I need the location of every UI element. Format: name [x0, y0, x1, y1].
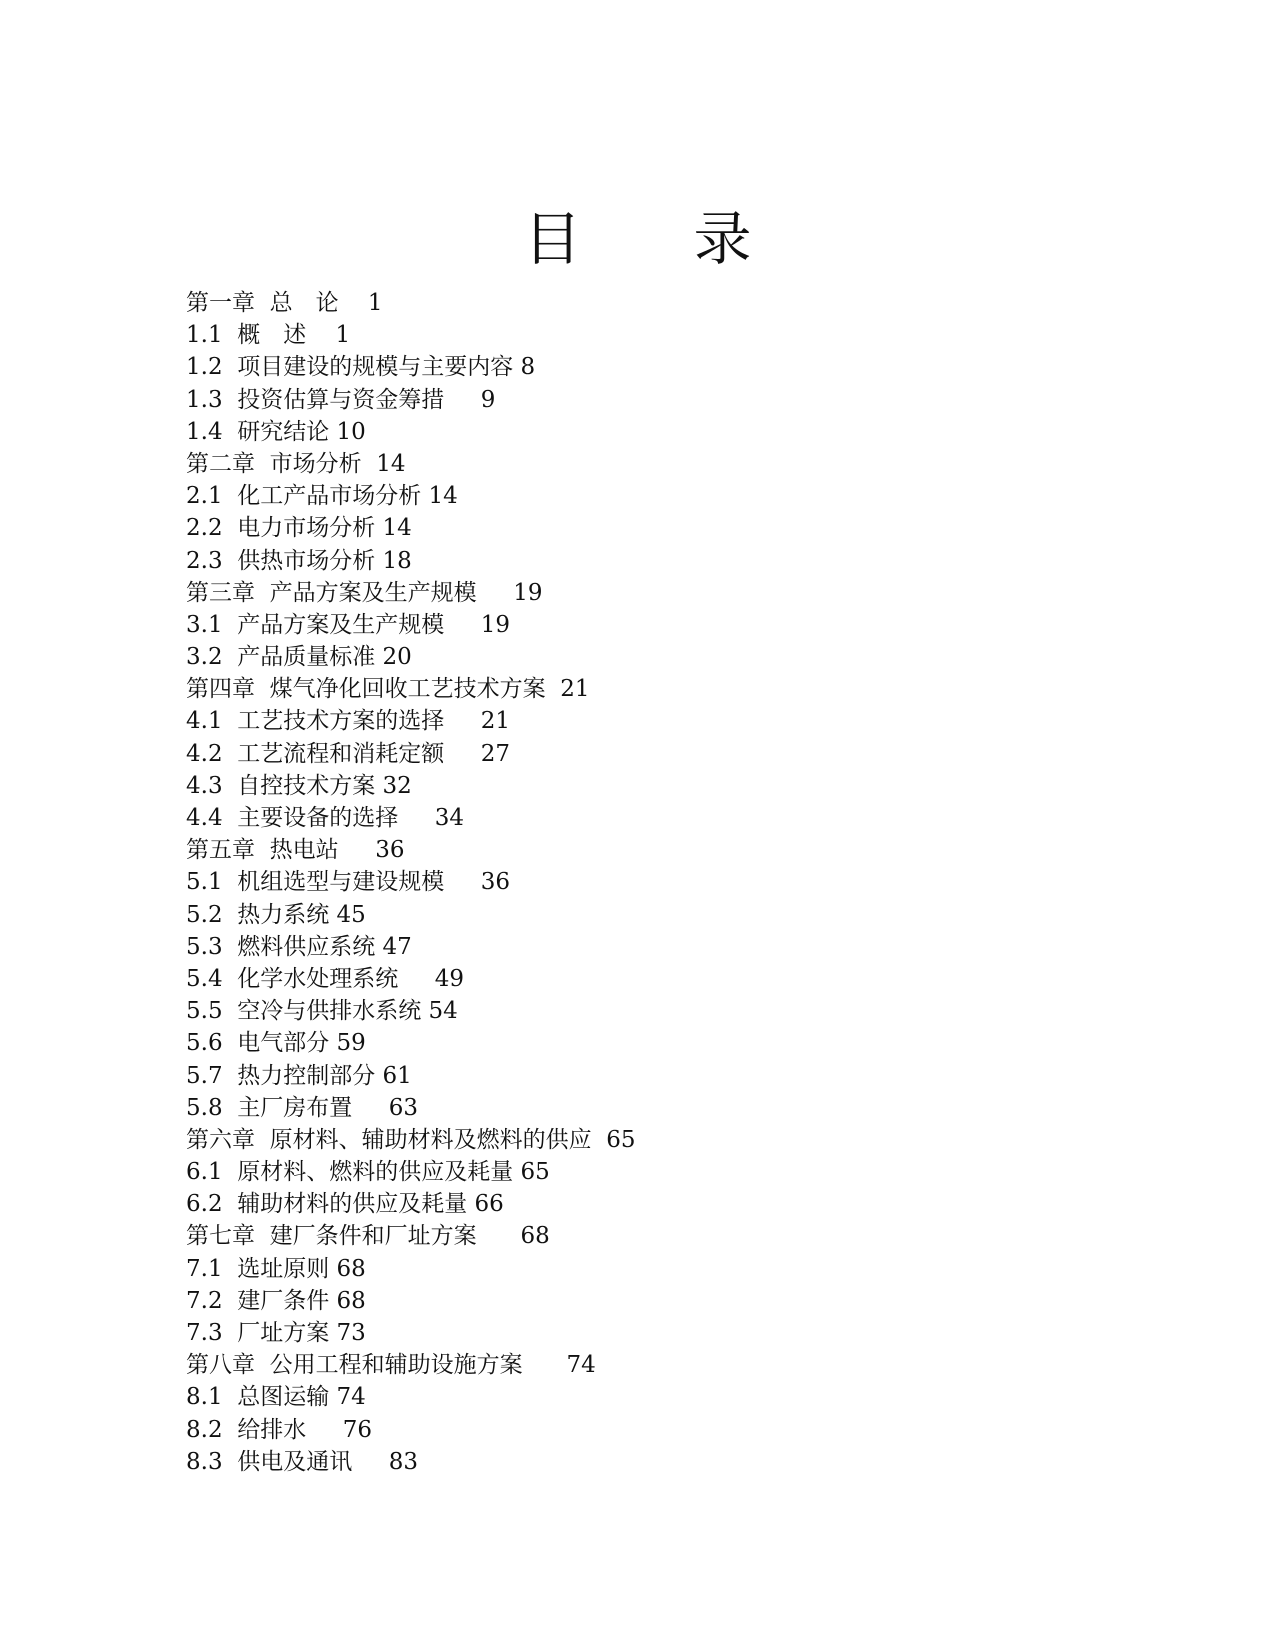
toc-entry-number: 7.3: [186, 1320, 223, 1346]
toc-entry-page: 1: [335, 322, 351, 349]
toc-entry-page: 14: [376, 450, 406, 477]
toc-entry-label: 给排水: [237, 1416, 307, 1443]
toc-entry-number: 4.2: [186, 740, 223, 767]
toc-entry-page: 68: [336, 1255, 366, 1282]
toc-entry[interactable]: [186, 963, 636, 995]
toc-entry-number: 第八章: [186, 1352, 255, 1379]
toc-entry-label: 供热市场分析: [237, 547, 376, 574]
toc-entry-page: 73: [336, 1320, 366, 1346]
toc-list: [186, 287, 636, 1478]
toc-entry-label: 厂址方案: [237, 1320, 330, 1346]
toc-entry-number: 5.2: [186, 901, 223, 928]
toc-entry-number: 6.2: [186, 1191, 223, 1218]
toc-entry[interactable]: [186, 1317, 636, 1349]
toc-entry-label: 煤气净化回收工艺技术方案: [269, 676, 546, 703]
toc-entry-number: 1.4: [186, 418, 223, 445]
toc-entry-number: 5.8: [186, 1094, 223, 1121]
toc-entry-label: 工艺流程和消耗定额: [237, 740, 445, 767]
toc-title-char-2: 录: [693, 205, 752, 273]
toc-entry[interactable]: [186, 1414, 636, 1446]
toc-entry-number: 第二章: [186, 450, 255, 477]
toc-entry-page: 68: [336, 1287, 366, 1314]
toc-entry-label: 产品方案及生产规模: [237, 611, 445, 638]
toc-entry-page: 34: [434, 805, 465, 831]
toc-entry-label: 原材料、燃料的供应及耗量: [237, 1159, 514, 1186]
toc-entry-page: 83: [388, 1448, 419, 1475]
toc-entry-page: 76: [342, 1416, 373, 1443]
toc-entry-label: 辅助材料的供应及耗量: [237, 1191, 468, 1218]
toc-entry[interactable]: [186, 609, 636, 641]
toc-entry-page: 47: [382, 933, 412, 960]
toc-entry-number: 4.1: [186, 708, 223, 735]
toc-entry-number: 1.2: [186, 354, 223, 381]
toc-entry-page: 1: [367, 290, 383, 316]
toc-entry-label: 空冷与供排水系统: [237, 998, 422, 1025]
toc-entry[interactable]: [186, 770, 636, 802]
toc-entry-page: 66: [474, 1191, 504, 1218]
toc-entry-number: 4.3: [186, 772, 223, 799]
toc-entry-label: 公用工程和辅助设施方案: [269, 1352, 523, 1379]
toc-entry-label: 机组选型与建设规模: [237, 869, 445, 896]
toc-entry-page: 63: [388, 1094, 419, 1121]
toc-entry-number: 4.4: [186, 805, 223, 831]
toc-entry-number: 第六章: [186, 1126, 255, 1153]
toc-entry-page: 36: [375, 837, 405, 864]
toc-entry-page: 8: [520, 354, 536, 381]
toc-entry-number: 3.1: [186, 611, 223, 638]
toc-entry-number: 8.1: [186, 1384, 223, 1411]
toc-entry[interactable]: [186, 738, 636, 770]
toc-entry-page: 21: [560, 676, 590, 703]
toc-title: [0, 205, 1275, 273]
toc-entry[interactable]: [186, 545, 636, 577]
toc-entry-page: 59: [336, 1030, 366, 1057]
toc-entry-label: 热电站: [269, 837, 339, 864]
toc-entry[interactable]: [186, 1285, 636, 1317]
toc-entry-number: 5.1: [186, 869, 223, 896]
toc-entry[interactable]: [186, 1188, 636, 1220]
toc-entry-number: 第四章: [186, 676, 255, 703]
toc-entry[interactable]: [186, 641, 636, 673]
toc-entry-number: 8.2: [186, 1416, 223, 1443]
toc-entry[interactable]: [186, 1220, 636, 1252]
toc-entry[interactable]: [186, 1381, 636, 1413]
toc-entry-number: 7.1: [186, 1255, 223, 1282]
toc-entry-page: 74: [566, 1352, 596, 1379]
toc-entry-number: 第一章: [186, 290, 255, 316]
toc-entry-label: 化学水处理系统: [237, 965, 399, 992]
toc-entry-page: 27: [480, 740, 511, 767]
toc-entry-number: 7.2: [186, 1287, 223, 1314]
toc-entry-label: 研究结论: [237, 418, 330, 445]
toc-entry-page: 65: [606, 1126, 636, 1153]
toc-entry[interactable]: [186, 1027, 636, 1059]
toc-entry-label: 建厂条件和厂址方案: [269, 1223, 477, 1250]
toc-entry-label: 热力系统: [237, 901, 330, 928]
toc-entry[interactable]: [186, 673, 636, 705]
toc-entry[interactable]: [186, 834, 636, 866]
toc-entry-number: 2.3: [186, 547, 223, 574]
toc-entry-label: 自控技术方案: [237, 772, 376, 799]
toc-entry-label: 化工产品市场分析: [237, 483, 422, 510]
toc-entry-label: 电力市场分析: [237, 515, 376, 542]
toc-entry-page: 19: [480, 611, 511, 638]
toc-entry[interactable]: [186, 1092, 636, 1124]
toc-entry-number: 第五章: [186, 837, 255, 864]
toc-entry-page: 20: [382, 644, 412, 671]
toc-entry-number: 5.5: [186, 998, 223, 1025]
toc-entry[interactable]: [186, 384, 636, 416]
toc-entry-page: 10: [336, 418, 366, 445]
toc-entry-number: 6.1: [186, 1159, 223, 1186]
toc-entry[interactable]: [186, 1446, 636, 1478]
toc-entry-number: 5.6: [186, 1030, 223, 1057]
toc-entry-page: 45: [336, 901, 366, 928]
toc-entry-label: 产品方案及生产规模: [269, 579, 477, 606]
toc-entry[interactable]: [186, 577, 636, 609]
toc-entry-page: 74: [336, 1384, 366, 1411]
toc-entry[interactable]: [186, 995, 636, 1027]
toc-entry-label: 项目建设的规模与主要内容: [237, 354, 514, 381]
toc-entry-number: 3.2: [186, 644, 223, 671]
toc-entry[interactable]: [186, 1349, 636, 1381]
toc-entry-page: 49: [434, 965, 465, 992]
toc-entry-label: 供电及通讯: [237, 1448, 353, 1475]
toc-entry-page: 14: [428, 483, 458, 510]
toc-entry[interactable]: [186, 319, 636, 351]
toc-entry-number: 5.3: [186, 933, 223, 960]
toc-entry-label: 主厂房布置: [237, 1094, 353, 1121]
toc-entry[interactable]: [186, 1124, 636, 1156]
toc-entry-label: 原材料、辅助材料及燃料的供应: [269, 1126, 592, 1153]
toc-entry[interactable]: [186, 287, 636, 319]
toc-entry-page: 19: [513, 579, 543, 606]
toc-entry-page: 54: [428, 998, 458, 1025]
toc-entry-number: 1.3: [186, 386, 223, 413]
toc-entry-page: 21: [480, 708, 511, 735]
toc-entry[interactable]: [186, 1060, 636, 1092]
toc-entry-label: 热力控制部分: [237, 1062, 376, 1089]
toc-entry[interactable]: [186, 802, 636, 834]
toc-title-char-1: 目: [523, 205, 582, 273]
toc-entry-number: 第七章: [186, 1223, 255, 1250]
toc-entry-number: 1.1: [186, 322, 223, 349]
toc-entry-label: 选址原则: [237, 1255, 330, 1282]
toc-entry[interactable]: [186, 931, 636, 963]
toc-entry-label: 总图运输: [237, 1384, 330, 1411]
toc-entry-page: 14: [382, 515, 412, 542]
toc-entry-number: 2.1: [186, 483, 223, 510]
toc-entry-page: 61: [382, 1062, 412, 1089]
toc-entry[interactable]: [186, 899, 636, 931]
toc-entry-label: 产品质量标准: [237, 644, 376, 671]
toc-entry-page: 36: [480, 869, 511, 896]
toc-entry-label: 总 论: [269, 290, 339, 316]
toc-entry-label: 投资估算与资金筹措: [237, 386, 445, 413]
toc-entry-label: 工艺技术方案的选择: [237, 708, 445, 735]
toc-entry-number: 5.4: [186, 965, 223, 992]
toc-entry-label: 市场分析: [269, 450, 362, 477]
toc-entry-page: 18: [382, 547, 412, 574]
toc-entry-number: 2.2: [186, 515, 223, 542]
toc-entry[interactable]: [186, 1253, 636, 1285]
toc-entry[interactable]: [186, 705, 636, 737]
toc-entry[interactable]: [186, 416, 636, 448]
toc-entry-number: 5.7: [186, 1062, 223, 1089]
toc-entry-label: 燃料供应系统: [237, 933, 376, 960]
toc-entry[interactable]: [186, 448, 636, 480]
toc-entry-page: 68: [520, 1223, 550, 1250]
toc-entry-label: 电气部分: [237, 1030, 330, 1057]
toc-entry-page: 65: [520, 1159, 550, 1186]
toc-entry-page: 9: [480, 386, 496, 413]
toc-entry-label: 概 述: [237, 322, 307, 349]
toc-entry-page: 32: [382, 772, 412, 799]
toc-entry[interactable]: [186, 1156, 636, 1188]
toc-entry[interactable]: [186, 480, 636, 512]
toc-entry-number: 第三章: [186, 579, 255, 606]
toc-entry[interactable]: [186, 866, 636, 898]
toc-entry-label: 建厂条件: [237, 1287, 330, 1314]
toc-entry[interactable]: [186, 351, 636, 383]
toc-entry-number: 8.3: [186, 1448, 223, 1475]
toc-entry[interactable]: [186, 512, 636, 544]
toc-entry-label: 主要设备的选择: [237, 805, 399, 831]
